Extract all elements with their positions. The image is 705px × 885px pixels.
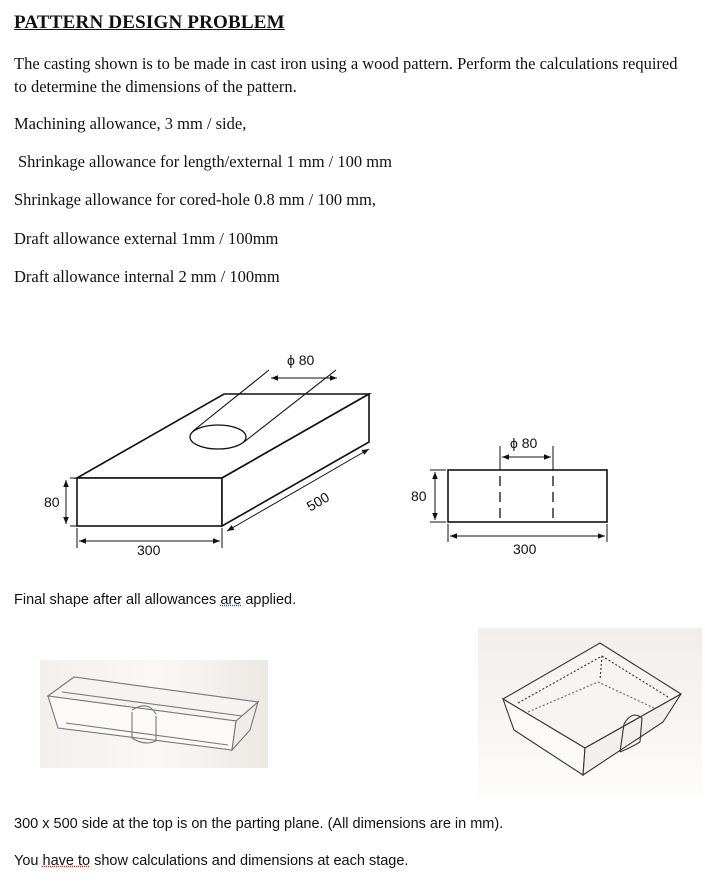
machining-allowance: Machining allowance, 3 mm / side, <box>14 114 247 133</box>
front-width-label: 300 <box>513 541 537 557</box>
caption-text-after: applied. <box>241 592 297 608</box>
intro-paragraph: The casting shown is to be made in cast iron using a wood pattern. Perform the calculations required to determine the dimensions of the pattern. <box>14 54 678 96</box>
caption-text-are: are <box>220 592 242 608</box>
iso-length-label: 500 <box>303 488 332 515</box>
draft-external-allowance: Draft allowance external 1mm / 100mm <box>14 229 279 248</box>
isometric-casting-drawing <box>0 340 400 565</box>
block-front-face <box>77 478 222 526</box>
draft-internal-allowance: Draft allowance internal 2 mm / 100mm <box>14 267 280 286</box>
final-shape-caption <box>14 592 296 608</box>
caption-text-before: Final shape after all allowances <box>14 592 221 608</box>
front-height-label: 80 <box>411 488 427 504</box>
show-note-prefix: You <box>14 853 43 869</box>
final-shape-picture-right <box>478 628 703 798</box>
parting-plane-note: 300 x 500 side at the top is on the parting plane. (All dimensions are in mm). <box>14 816 504 832</box>
page-title: PATTERN DESIGN PROBLEM <box>14 12 285 33</box>
shrinkage-cored-allowance: Shrinkage allowance for cored-hole 0.8 mm / 100 mm, <box>14 190 376 209</box>
final-shape-picture-left <box>40 660 270 770</box>
show-note-emphasis: have to <box>42 853 91 869</box>
show-note-suffix: show calculations and dimensions at each stage. <box>90 853 409 869</box>
front-diameter-label: ϕ 80 <box>510 435 538 451</box>
iso-width-label: 300 <box>137 542 161 558</box>
shrinkage-external-allowance: Shrinkage allowance for length/external 1 mm / 100 mm <box>18 152 392 171</box>
show-calculations-note <box>14 853 408 869</box>
front-view-block <box>448 470 607 522</box>
front-view-drawing <box>400 430 620 560</box>
iso-height-label: 80 <box>44 494 60 510</box>
iso-diameter-label: ϕ 80 <box>287 352 315 368</box>
